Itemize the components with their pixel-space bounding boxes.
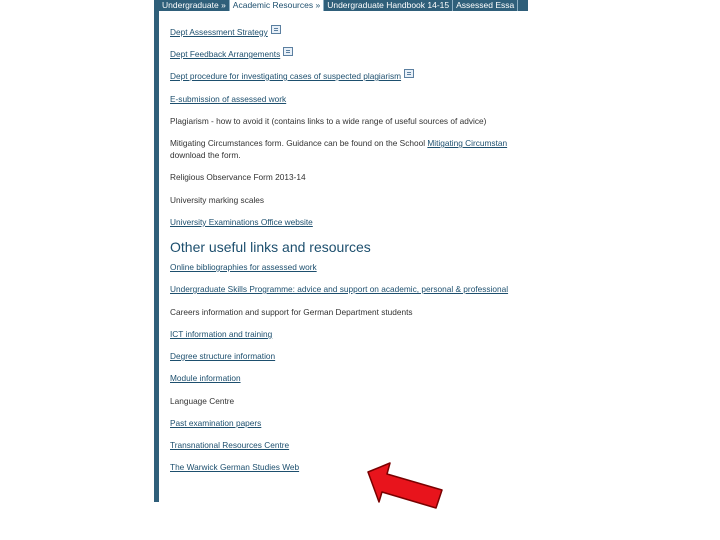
list-item: [170, 262, 317, 272]
red-arrow-annotation: [366, 462, 446, 512]
list-item: [170, 195, 264, 205]
list-item: [170, 329, 272, 339]
document-icon: [404, 69, 414, 78]
careers-text: Careers information and support for German Department students: [170, 307, 413, 317]
language-centre-text: Language Centre: [170, 396, 235, 406]
link-assessment-strategy[interactable]: Dept Assessment Strategy: [170, 27, 268, 37]
list-item: [170, 49, 293, 59]
mitigating-circumstances-text: Mitigating Circumstances form. Guidance can be found on the School: [170, 138, 428, 148]
link-plagiarism-procedure[interactable]: Dept procedure for investigating cases of suspected plagiarism: [170, 71, 402, 81]
link-german-studies-web[interactable]: The Warwick German Studies Web: [170, 462, 300, 472]
list-item: [170, 284, 508, 294]
list-item: [170, 94, 286, 104]
link-e-submission[interactable]: E-submission of assessed work: [170, 94, 287, 104]
tab-academic-resources[interactable]: Academic Resources »: [230, 0, 324, 11]
link-mitigating-circumstances[interactable]: Mitigating Circumstan: [427, 138, 508, 148]
breadcrumb-tabbar: [159, 0, 528, 11]
list-item: [170, 172, 306, 182]
tab-undergraduate[interactable]: Undergraduate »: [159, 0, 230, 11]
list-item: [170, 373, 241, 383]
list-item: [170, 307, 413, 317]
tab-assessed-essays[interactable]: Assessed Essa: [453, 0, 518, 11]
list-item: [170, 27, 281, 37]
plagiarism-advice-text: Plagiarism - how to avoid it (contains links to a wide range of useful sources of advice): [170, 116, 487, 126]
marking-scales-text: University marking scales: [170, 195, 265, 205]
list-item: [170, 71, 414, 81]
link-online-bibliographies[interactable]: Online bibliographies for assessed work: [170, 262, 317, 272]
arrow-shape: [368, 463, 442, 508]
list-item: [170, 440, 289, 450]
list-item: [170, 217, 313, 227]
religious-observance-text: Religious Observance Form 2013-14: [170, 172, 306, 182]
browser-content: [154, 0, 528, 502]
link-ict-information[interactable]: ICT information and training: [170, 329, 273, 339]
link-examinations-office[interactable]: University Examinations Office website: [170, 217, 313, 227]
list-item: [170, 116, 486, 126]
document-icon: [283, 47, 293, 56]
link-feedback-arrangements[interactable]: Dept Feedback Arrangements: [170, 49, 281, 59]
list-item: [170, 150, 241, 160]
section-heading: Other useful links and resources: [170, 239, 371, 255]
list-item: [170, 138, 507, 148]
link-module-information[interactable]: Module information: [170, 373, 241, 383]
link-transnational-resources[interactable]: Transnational Resources Centre: [170, 440, 290, 450]
mitigating-circumstances-line2: download the form.: [170, 150, 241, 160]
list-item: [170, 418, 261, 428]
list-item: [170, 351, 275, 361]
left-border: [154, 0, 159, 502]
list-item: [170, 396, 234, 406]
list-item: [170, 462, 299, 472]
tab-undergraduate-handbook[interactable]: Undergraduate Handbook 14-15: [324, 0, 453, 11]
link-past-exam-papers[interactable]: Past examination papers: [170, 418, 262, 428]
link-degree-structure[interactable]: Degree structure information: [170, 351, 276, 361]
link-skills-programme[interactable]: Undergraduate Skills Programme: advice and support on academic, personal & professional: [170, 284, 509, 294]
document-icon: [271, 25, 281, 34]
